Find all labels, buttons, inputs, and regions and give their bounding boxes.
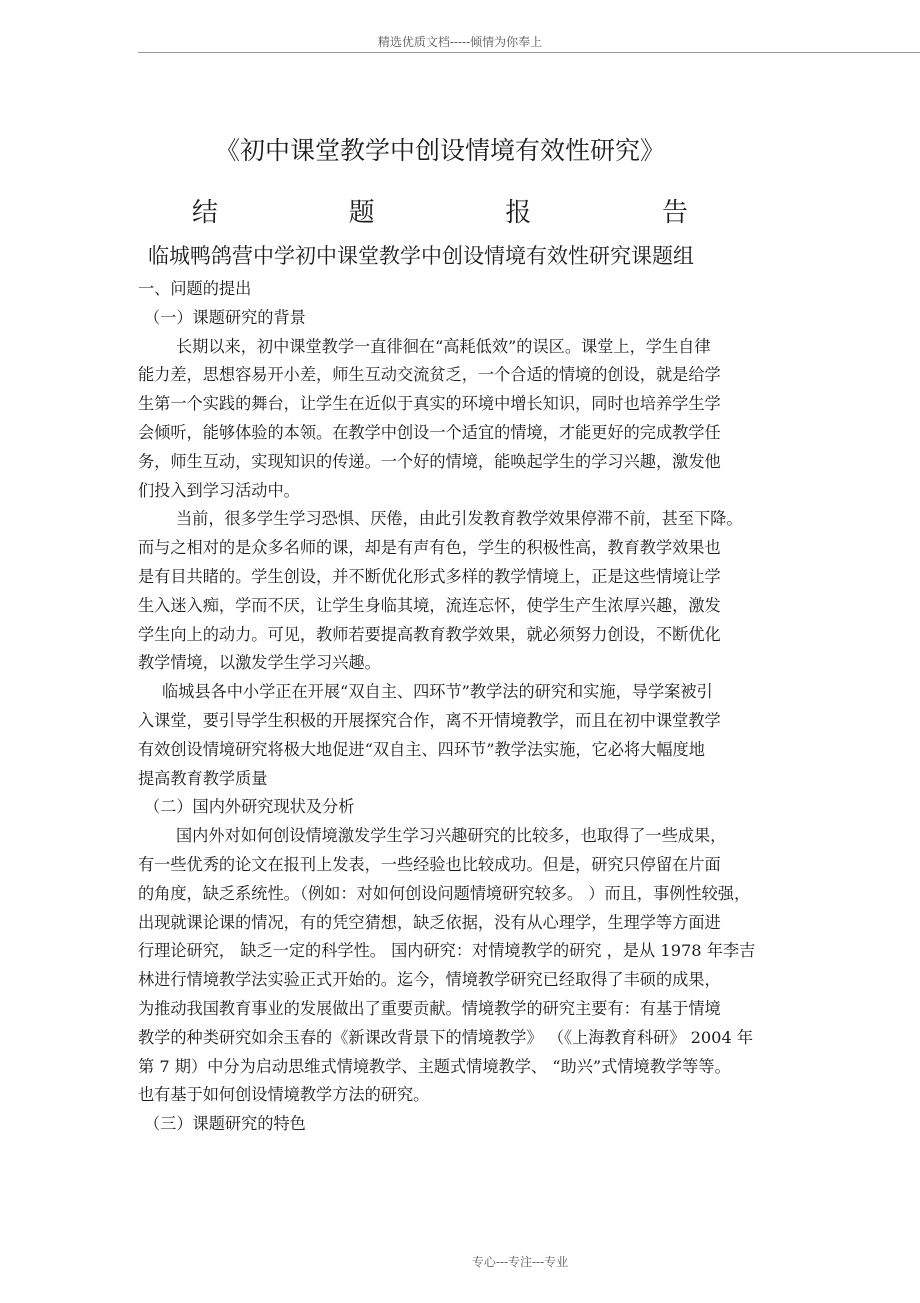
paragraph-line: 学生向上的动力。可见，教师若要提高教育教学效果，就必须努力创设，不断优化 <box>138 624 721 644</box>
document-body <box>138 275 818 1139</box>
subsection-heading: （一）课题研究的背景 <box>144 307 306 327</box>
paragraph-line: 提高教育教学质量 <box>138 768 268 788</box>
page-footer: 专心---专注---专业 <box>471 1255 569 1269</box>
paragraph-line: 教学情境，以激发学生学习兴趣。 <box>138 653 381 673</box>
paragraph-line: 教学的种类研究如余玉春的《新课改背景下的情境教学》 （《上海教育科研》 2004 年 <box>138 1027 754 1047</box>
paragraph-line: 们投入到学习活动中。 <box>138 480 300 500</box>
subsection-heading: （三）课题研究的特色 <box>144 1114 306 1134</box>
paragraph-line: 出现就课论课的情况，有的凭空猜想，缺乏依据，没有从心理学，生理学等方面进 <box>138 912 721 932</box>
paragraph-line: 临城县各中小学正在开展“双自主、四环节”教学法的研究和实施，导学案被引 <box>162 682 713 702</box>
paragraph-line: 当前，很多学生学习恐惧、厌倦，由此引发教育教学效果停滞不前，甚至下降。 <box>176 509 743 529</box>
section-heading: 一、问题的提出 <box>138 279 252 298</box>
paragraph <box>138 678 818 793</box>
paragraph <box>138 822 818 1110</box>
paragraph <box>138 505 818 678</box>
subtitle-char: 报 <box>505 198 532 228</box>
subtitle-char: 结 <box>192 198 219 228</box>
paragraph-line: 是有目共睹的。学生创设，并不断优化形式多样的教学情境上，正是这些情境让学 <box>138 566 721 586</box>
paragraph-line: 生入迷入痴，学而不厌，让学生身临其境，流连忘怀，使学生产生浓厚兴趣，激发 <box>138 595 721 615</box>
subsection-heading: （二）国内外研究现状及分析 <box>144 797 355 817</box>
paragraph-line: 国内外对如何创设情境激发学生学习兴趣研究的比较多，也取得了一些成果， <box>176 826 727 846</box>
paragraph-line: 会倾听，能够体验的本领。在教学中创设一个适宜的情境，才能更好的完成教学任 <box>138 422 721 442</box>
paragraph-line: 生第一个实践的舞台，让学生在近似于真实的环境中增长知识，同时也培养学生学 <box>138 394 721 414</box>
paragraph-line: 的角度，缺乏系统性。（例如：对如何创设问题情境研究较多。 ）而且，事例性较强， <box>138 883 751 903</box>
paragraph-line: 林进行情境教学法实验正式开始的。迄今，情境教学研究已经取得了丰硕的成果， <box>138 970 721 990</box>
subtitle-char: 告 <box>661 198 688 228</box>
header-rule <box>138 52 920 53</box>
paragraph-line: 有一些优秀的论文在报刊上发表，一些经验也比较成功。但是，研究只停留在片面 <box>138 854 721 874</box>
paragraph-line: 而与之相对的是众多名师的课，却是有声有色，学生的积极性高，教育教学效果也 <box>138 538 721 558</box>
research-group: 临城鸭鸽营中学初中课堂教学中创设情境有效性研究课题组 <box>148 244 694 268</box>
document-title: 《初中课堂教学中创设情境有效性研究》 <box>214 136 665 165</box>
page-header: 精选优质文档-----倾情为你奉上 <box>377 35 543 49</box>
document-subtitle <box>192 192 688 226</box>
paragraph <box>138 333 818 506</box>
subtitle-char: 题 <box>348 198 375 228</box>
paragraph-line: 行理论研究， 缺乏一定的科学性。 国内研究：对情境教学的研究 ，是从 1978 年李吉 <box>138 941 756 961</box>
paragraph-line: 长期以来，初中课堂教学一直徘徊在“高耗低效”的误区。课堂上，学生自律 <box>176 336 711 356</box>
paragraph-line: 有效创设情境研究将极大地促进“双自主、四环节”教学法实施，它必将大幅度地 <box>138 739 705 759</box>
paragraph-line: 能力差，思想容易开小差，师生互动交流贫乏，一个合适的情境的创设，就是给学 <box>138 365 721 385</box>
paragraph-line: 也有基于如何创设情境教学方法的研究。 <box>138 1085 430 1105</box>
paragraph-line: 第 7 期）中分为启动思维式情境教学、主题式情境教学、 “助兴”式情境教学等等。 <box>138 1056 731 1076</box>
paragraph-line: 入课堂，要引导学生积极的开展探究合作，离不开情境教学，而且在初中课堂教学 <box>138 710 721 730</box>
paragraph-line: 为推动我国教育事业的发展做出了重要贡献。情境教学的研究主要有：有基于情境 <box>138 998 721 1018</box>
paragraph-line: 务，师生互动，实现知识的传递。一个好的情境，能唤起学生的学习兴趣，激发他 <box>138 451 721 471</box>
